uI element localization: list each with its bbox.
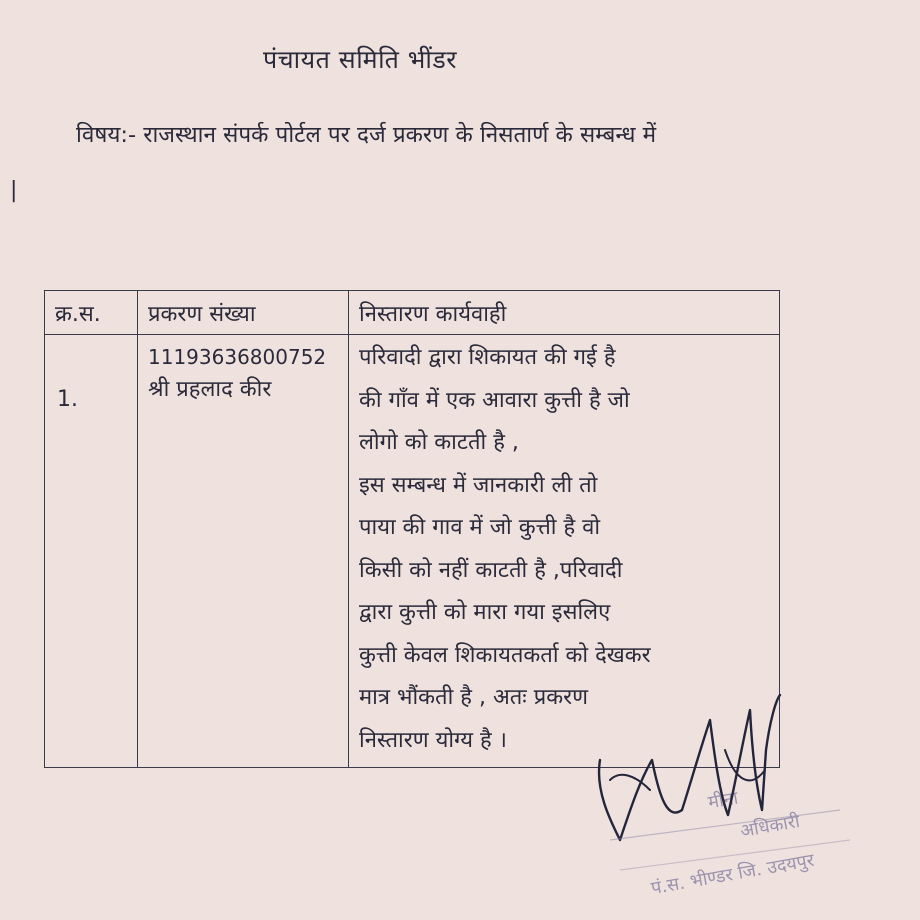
complainant-name: श्री प्रहलाद कीर <box>148 377 272 402</box>
table-header-row <box>45 291 780 335</box>
action-line: की गाँव में एक आवारा कुत्ती है जो <box>359 387 630 413</box>
subject-end-mark: | <box>10 178 18 203</box>
action-line: किसी को नहीं काटती है ,परिवादी <box>359 557 623 583</box>
action-line: परिवादी द्वारा शिकायत की गई है <box>359 345 616 370</box>
action-line: पाया की गाव में जो कुत्ती है वो <box>359 515 601 540</box>
action-line: निस्तारण योग्य है । <box>359 727 508 753</box>
action-line: मात्र भौंकती है , अतः प्रकरण <box>359 685 589 710</box>
case-number: 11193636800752 <box>148 345 327 369</box>
office-stamp <box>590 690 890 920</box>
action-line: लोगो को काटती है , <box>359 430 519 455</box>
col-action-header: निस्तारण कार्यवाही <box>349 291 780 335</box>
office-title: पंचायत समिति भींडर <box>263 45 457 74</box>
stamp-text-line: अधिकारी <box>738 810 802 843</box>
action-line: इस सम्बन्ध में जानकारी ली तो <box>359 472 598 498</box>
signature-and-stamp <box>590 690 890 920</box>
serial-number: 1. <box>57 387 78 412</box>
col-serial-header: क्र.स. <box>45 291 138 335</box>
serial-cell <box>45 335 138 768</box>
subject-line: विषय:- राजस्थान संपर्क पोर्टल पर दर्ज प्रकरण के निसतार्ण के सम्बन्ध में <box>76 122 657 148</box>
stamp-text-line: मीना <box>706 787 740 814</box>
col-case-number-header: प्रकरण संख्या <box>138 291 349 335</box>
stamp-text-line: पं.स. भीण्डर जि. उदयपुर <box>649 849 816 900</box>
case-cell <box>138 335 349 768</box>
action-line: द्वारा कुत्ती को मारा गया इसलिए <box>359 600 611 625</box>
action-line: कुत्ती केवल शिकायतकर्ता को देखकर <box>359 642 651 668</box>
